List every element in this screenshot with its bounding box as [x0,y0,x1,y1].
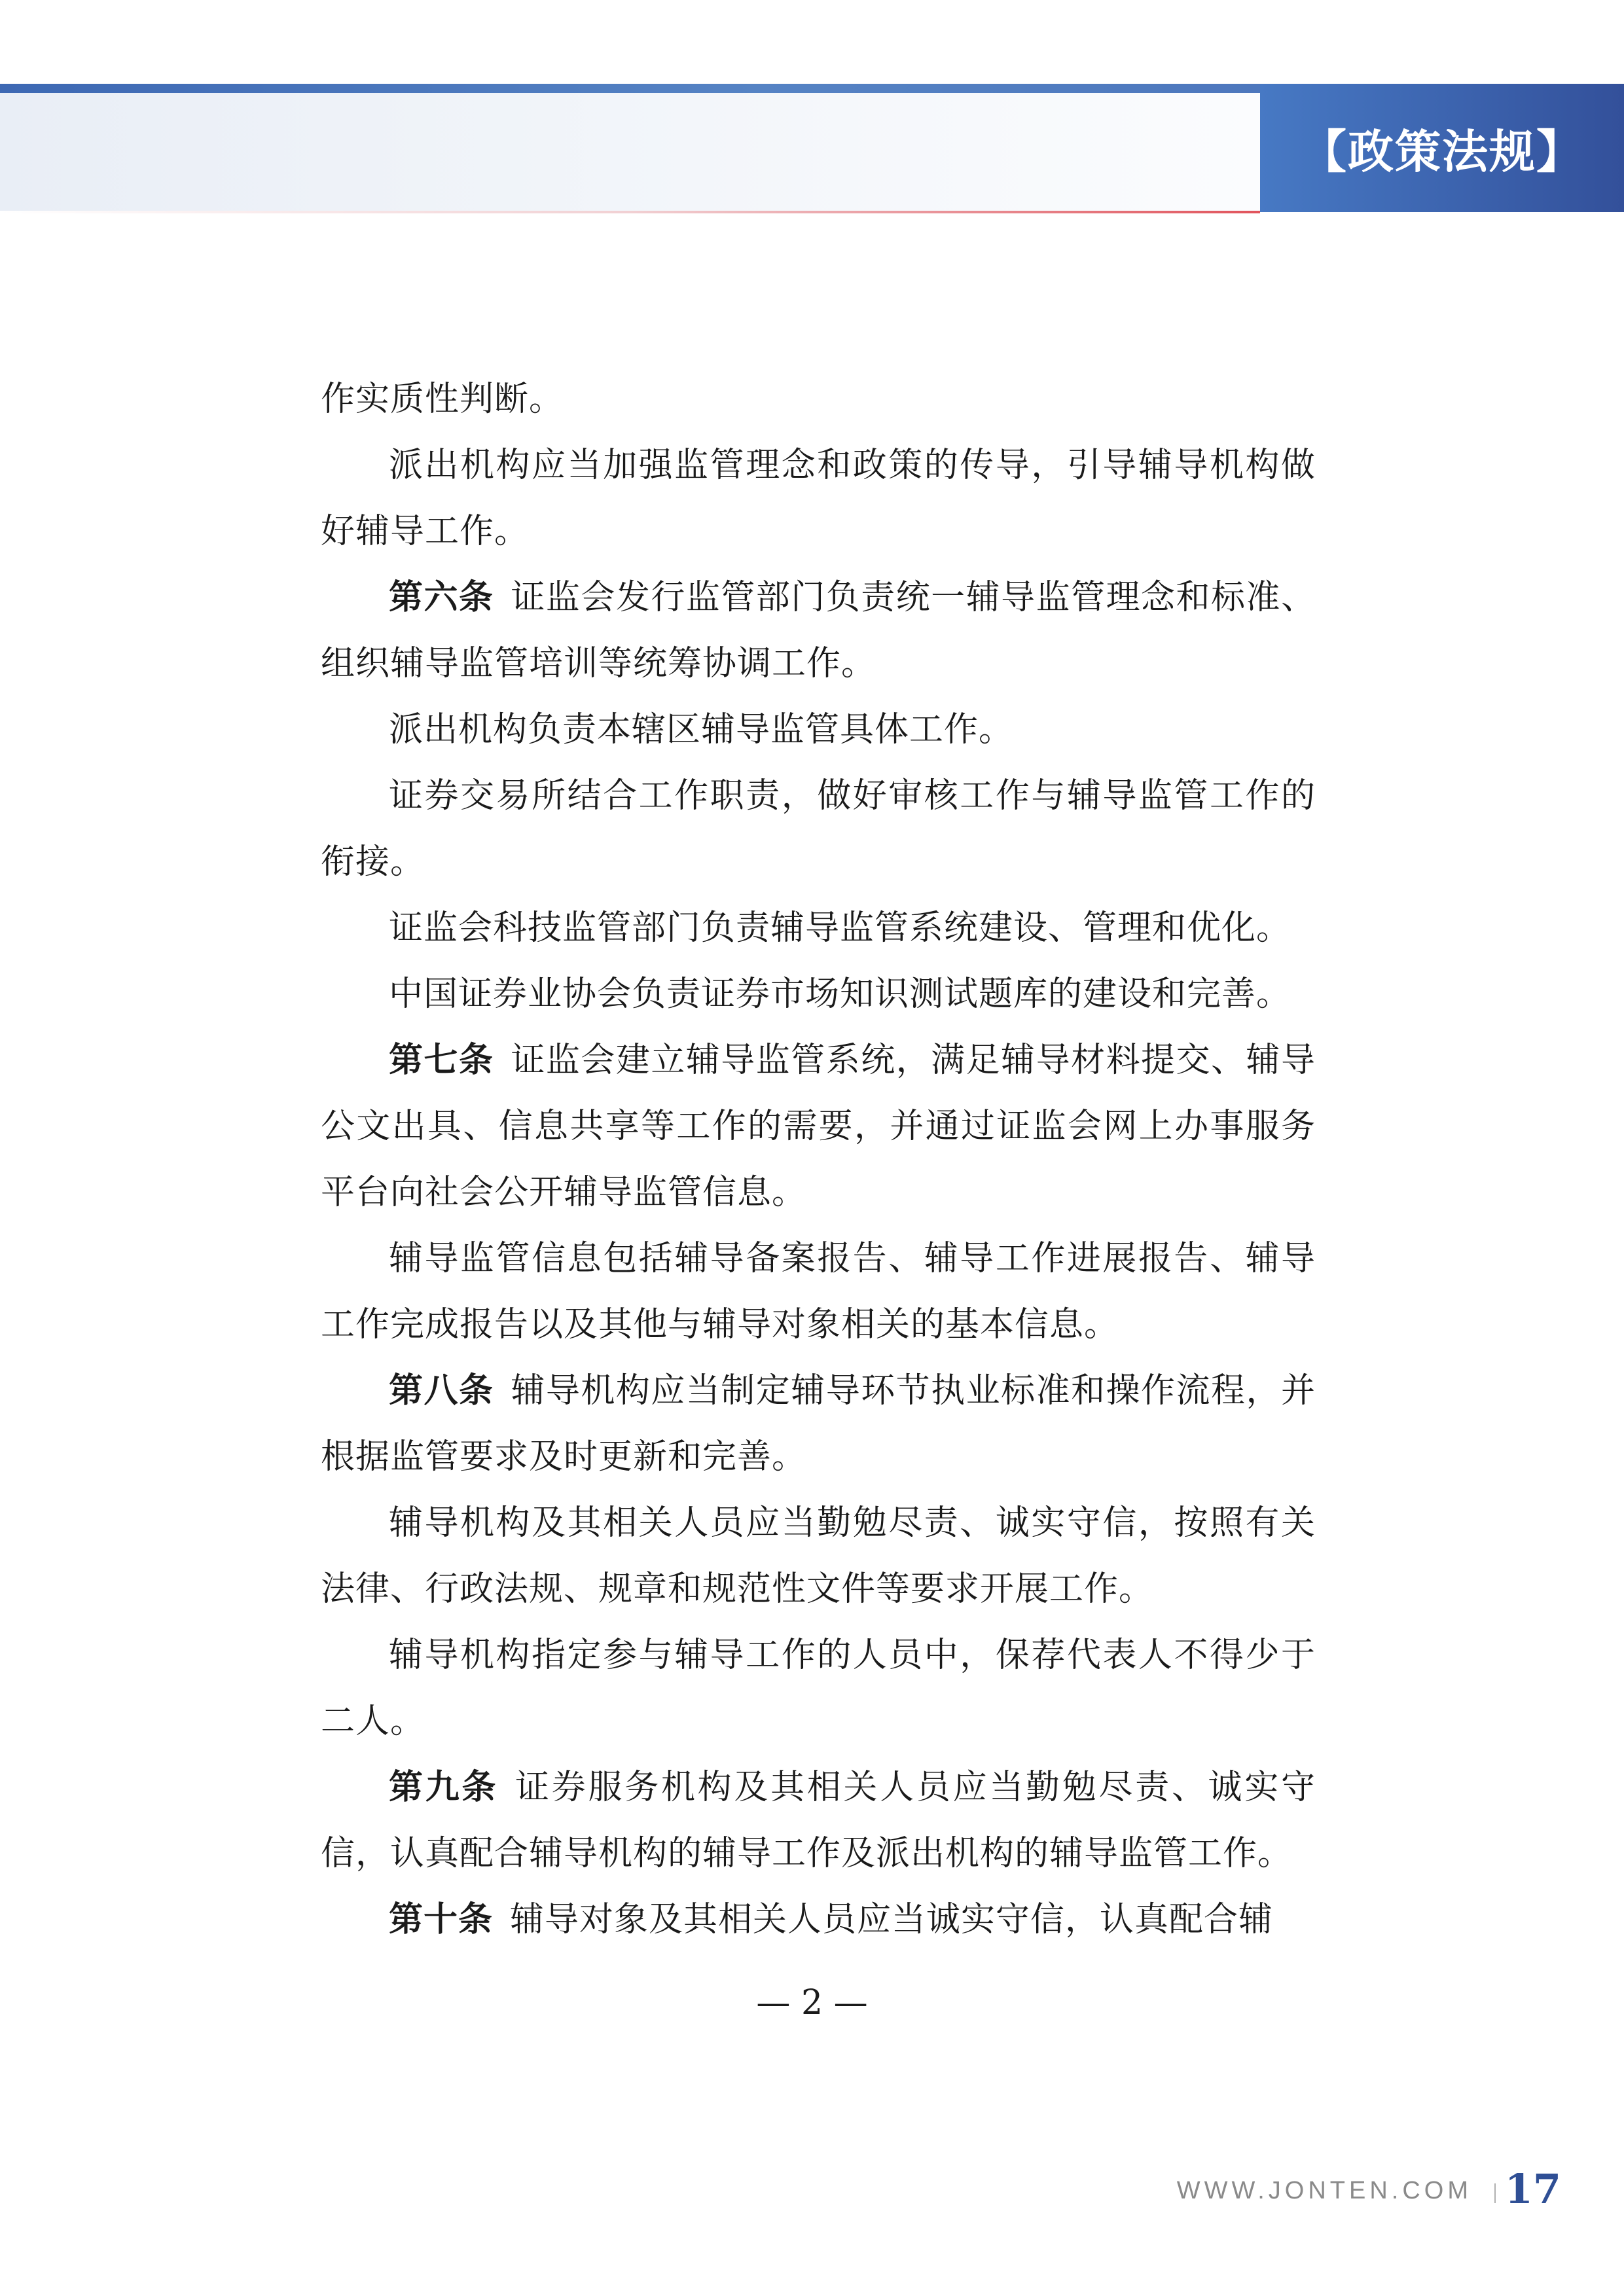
category-tag [1260,84,1624,212]
paragraph-text: 辅导机构及其相关人员应当勤勉尽责、诚实守信，按照有关法律、行政法规、规章和规范性文件等要求开展工作。 [321,1503,1316,1609]
paragraph-text: 证监会建立辅导监管系统，满足辅导材料提交、辅导公文出具、信息共享等工作的需要，并通过证监会网上办事服务平台向社会公开辅导监管信息。 [321,1041,1316,1212]
paragraph [321,367,1316,433]
paragraph-text: 派出机构负责本辖区辅导监管具体工作。 [389,710,1014,749]
paragraph-text: 辅导机构指定参与辅导工作的人员中，保荐代表人不得少于二人。 [321,1636,1316,1741]
paragraph [321,1490,1316,1623]
header-bottom-rule [0,211,1260,213]
article-paragraph [321,1755,1316,1887]
paragraph-text: 派出机构应当加强监管理念和政策的传导，引导辅导机构做好辅导工作。 [321,446,1316,551]
paragraph-text: 作实质性判断。 [321,380,564,419]
document-page-number: — 2 — [756,1983,868,2022]
header-top-rule [0,84,1260,93]
paragraph [321,697,1316,763]
paragraph [321,763,1316,895]
paragraph-text: 辅导机构应当制定辅导环节执业标准和操作流程，并根据监管要求及时更新和完善。 [321,1371,1316,1477]
paragraph-text: 中国证券业协会负责证券市场知识测试题库的建设和完善。 [389,975,1291,1014]
paragraph-text: 辅导对象及其相关人员应当诚实守信，认真配合辅 [510,1900,1274,1939]
footer-divider [1494,2183,1496,2203]
article-paragraph [321,565,1316,697]
header-band [0,84,1260,212]
article-number: 第六条 [389,578,494,617]
footer-page-number: 17 [1504,2165,1561,2213]
paragraph [321,1623,1316,1755]
paragraph [321,1226,1316,1358]
paragraph-text: 证监会科技监管部门负责辅导监管系统建设、管理和优化。 [389,908,1291,948]
article-paragraph [321,1028,1316,1226]
paragraph [321,433,1316,565]
paragraph-text: 证监会发行监管部门负责统一辅导监管理念和标准、组织辅导监管培训等统筹协调工作。 [321,578,1316,683]
article-number: 第九条 [389,1768,499,1807]
article-number: 第八条 [389,1371,494,1410]
article-number: 第十条 [389,1900,494,1939]
footer [0,2160,1624,2225]
paragraph-text: 证券交易所结合工作职责，做好审核工作与辅导监管工作的衔接。 [321,776,1316,882]
document-body [321,367,1316,1953]
paragraph-text: 证券服务机构及其相关人员应当勤勉尽责、诚实守信，认真配合辅导机构的辅导工作及派出机构的辅导监管工作。 [321,1768,1316,1873]
article-paragraph [321,1358,1316,1490]
article-number: 第七条 [389,1041,494,1080]
footer-url: WWW.JONTEN.COM [1176,2177,1472,2204]
paragraph [321,961,1316,1028]
category-label: 【政策法规】 [1301,124,1583,179]
paragraph-text: 辅导监管信息包括辅导备案报告、辅导工作进展报告、辅导工作完成报告以及其他与辅导对象相关的基本信息。 [321,1239,1316,1344]
article-paragraph [321,1887,1316,1953]
paragraph [321,895,1316,961]
